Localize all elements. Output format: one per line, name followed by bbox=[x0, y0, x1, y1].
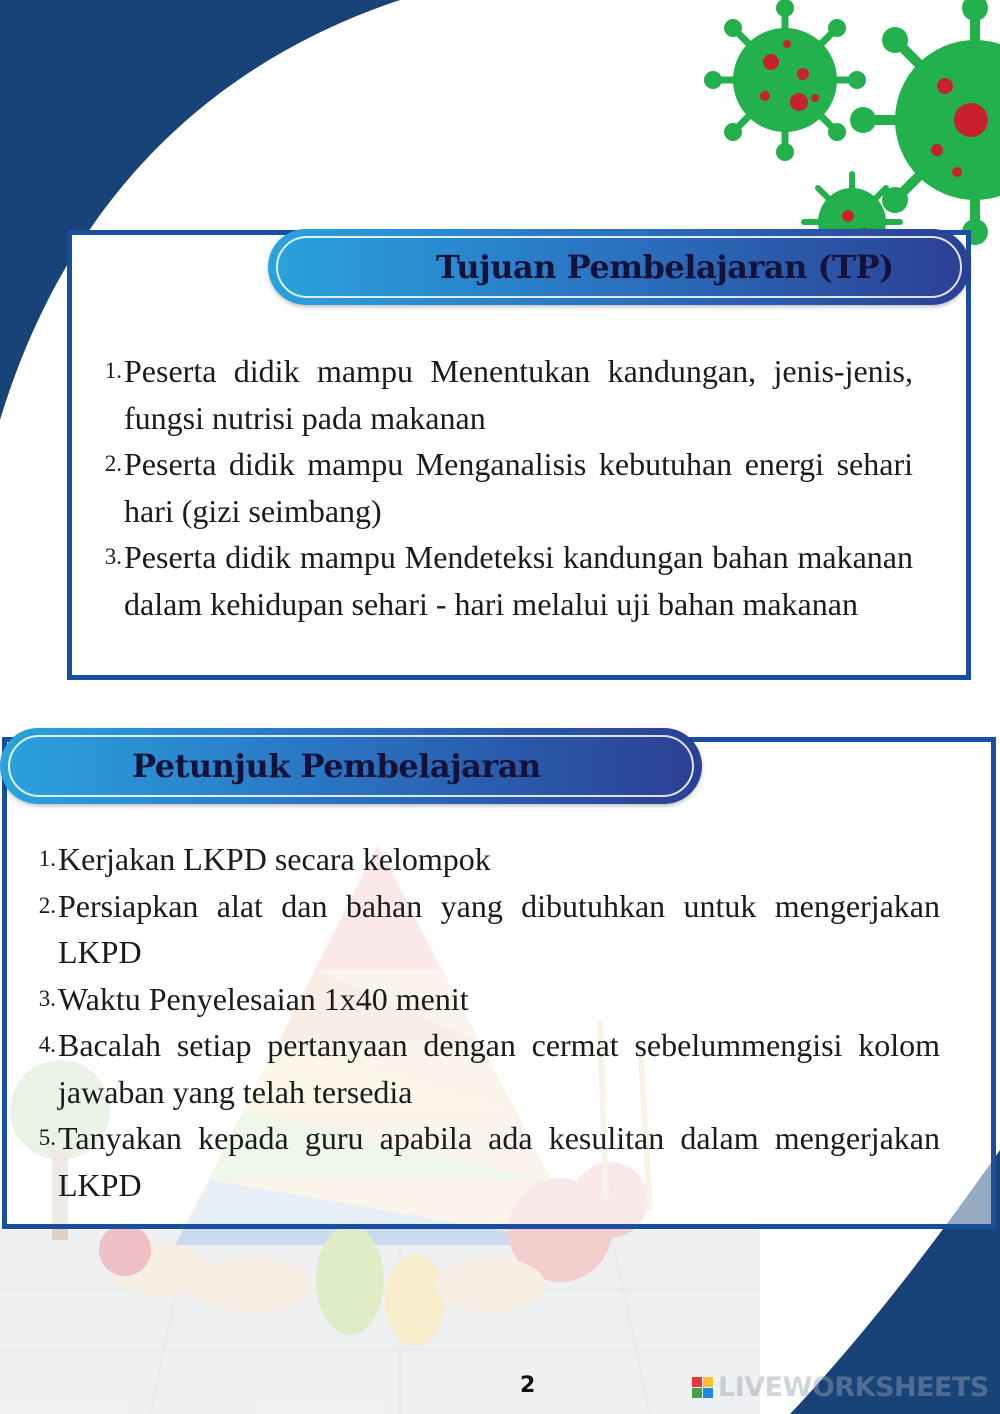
list-number: 4. bbox=[38, 1032, 56, 1057]
tujuan-pembelajaran-banner bbox=[268, 229, 970, 305]
list-item-text: Peserta didik mampu Menentukan kandungan, jenis-jenis, fungsi nutrisi pada makanan bbox=[124, 353, 913, 436]
watermark-text: LIVEWORKSHEETS bbox=[718, 1372, 989, 1403]
list-number: 3. bbox=[104, 544, 122, 569]
list-number: 2. bbox=[104, 451, 122, 476]
list-item bbox=[38, 1022, 940, 1115]
petunjuk-pembelajaran-banner bbox=[0, 728, 702, 804]
petunjuk-pembelajaran-title: Petunjuk Pembelajaran bbox=[132, 747, 541, 785]
list-item-text: Bacalah setiap pertanyaan dengan cermat sebelummengisi kolom jawaban yang telah tersedia bbox=[58, 1027, 940, 1110]
list-item-text: Peserta didik mampu Menganalisis kebutuhan energi sehari hari (gizi seimbang) bbox=[124, 446, 913, 529]
list-item-text: Waktu Penyelesaian 1x40 menit bbox=[58, 980, 469, 1017]
list-item-text: Kerjakan LKPD secara kelompok bbox=[58, 841, 491, 877]
list-number: 1. bbox=[104, 358, 122, 383]
list-item-text: Persiapkan alat dan bahan yang dibutuhkan untuk mengerjakan LKPD bbox=[58, 887, 940, 970]
list-item-text: Peserta didik mampu Mendeteksi kandungan bahan makanan dalam kehidupan sehari - hari melalui uji bahan makanan bbox=[124, 539, 913, 622]
list-item bbox=[38, 1115, 940, 1208]
list-number: 1. bbox=[38, 846, 56, 871]
tujuan-pembelajaran-title: Tujuan Pembelajaran (TP) bbox=[436, 248, 894, 286]
list-item bbox=[38, 976, 940, 1023]
logo-e bbox=[703, 1388, 713, 1398]
list-item bbox=[38, 836, 940, 883]
list-item bbox=[104, 441, 913, 534]
petunjuk-pembelajaran-list bbox=[38, 836, 940, 1208]
page-number: 2 bbox=[520, 1373, 536, 1398]
list-item bbox=[104, 534, 913, 627]
logo-l bbox=[692, 1377, 702, 1387]
liveworksheets-logo-icon bbox=[692, 1377, 713, 1398]
list-item bbox=[104, 348, 913, 441]
list-item bbox=[38, 883, 940, 976]
list-number: 5. bbox=[38, 1125, 56, 1150]
list-item-text: Tanyakan kepada guru apabila ada kesulitan dalam mengerjakan LKPD bbox=[58, 1120, 940, 1203]
list-number: 3. bbox=[38, 985, 56, 1011]
logo-v bbox=[692, 1388, 702, 1398]
list-number: 2. bbox=[38, 892, 56, 918]
tujuan-pembelajaran-list bbox=[104, 348, 913, 627]
liveworksheets-watermark[interactable] bbox=[692, 1372, 989, 1403]
logo-i bbox=[703, 1377, 713, 1387]
